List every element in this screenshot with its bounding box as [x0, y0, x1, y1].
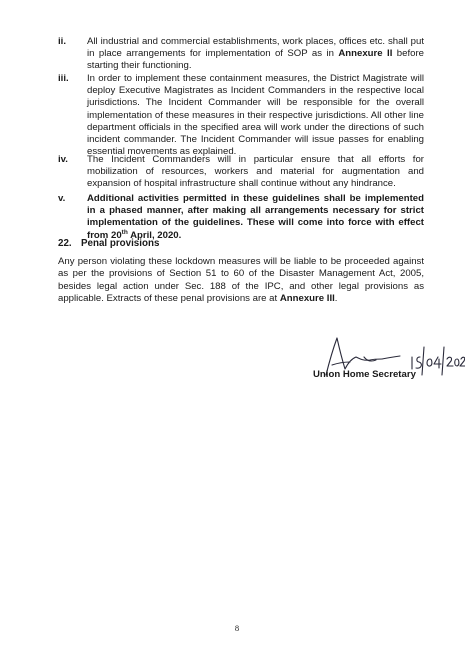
section-paragraph	[58, 256, 424, 306]
item-text-part: Additional activities permitted in these guidelines shall be implemented in a phased manner, after making all arrangements necessary for strict implementation of the guidelines. These will come into force with effect from 20	[87, 193, 424, 241]
annexure-reference: Annexure II	[338, 48, 393, 60]
item-text-part: All industrial and commercial establishments, work places, offices etc. shall put in place arrangements for implementation of SOP as in	[87, 36, 424, 60]
item-text: The Incident Commanders will in particular ensure that all efforts for mobilization of resources, workers and material for augmentation and expansion of hospital infrastructure shall continue without any hindrance.	[87, 154, 424, 190]
item-number: iii.	[58, 73, 69, 84]
item-text-part: April, 2020.	[127, 229, 182, 241]
item-number: ii.	[58, 36, 66, 47]
item-text: In order to implement these containment measures, the District Magistrate will deploy Executive Magistrates as Incident Commanders in the respective local jurisdictions. The Incident Commander will be responsible for the overall implementation of these measures in their respective jurisdictions. All other line department officials in the specified area will work under the directions of such incident commander. The Incident Commander will issue passes for enabling essential movements as explained.	[87, 73, 424, 158]
item-text	[87, 36, 424, 73]
item-number: v.	[58, 193, 66, 204]
annexure-reference: Annexure III	[279, 293, 335, 305]
paragraph-text-part: Any person violating these lockdown measures will be liable to be proceeded against as per the provisions of Section 51 to 60 of the Disaster Management Act, 2005, besides legal action under Sec. 188 of the IPC, and other legal provisions as applicable. Extracts of these penal provisions are at	[58, 256, 424, 305]
item-text	[87, 193, 424, 242]
section-title: Penal provisions	[81, 238, 160, 249]
section-number: 22.	[58, 238, 72, 249]
page-number: 8	[234, 623, 240, 633]
item-text-part: before starting their functioning.	[87, 48, 425, 72]
paragraph-text-part: .	[334, 293, 338, 305]
section-heading	[58, 238, 159, 250]
ordinal-suffix: th	[121, 228, 128, 236]
item-number: iv.	[58, 154, 68, 165]
signatory-title: Union Home Secretary	[313, 369, 416, 380]
